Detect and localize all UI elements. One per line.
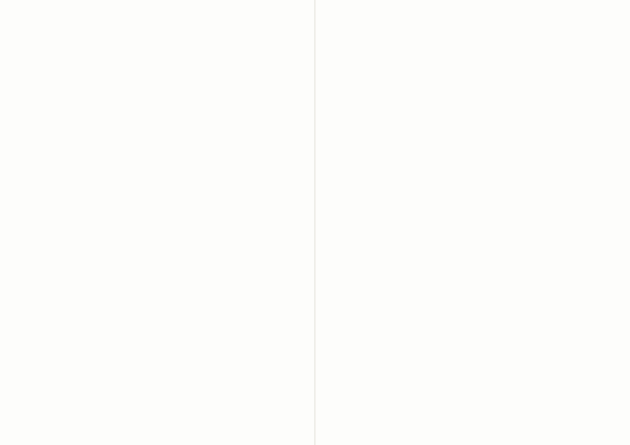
right-text-block: [367, 44, 578, 401]
right-page: [315, 0, 630, 445]
left-text-block: [52, 44, 263, 401]
